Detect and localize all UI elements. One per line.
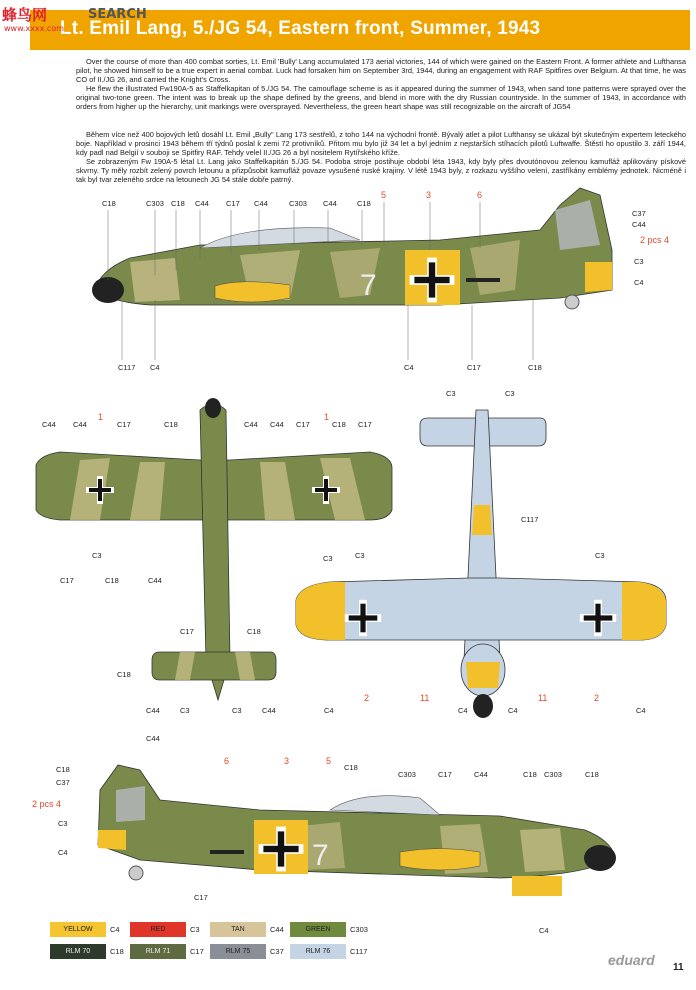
svg-text:C4: C4	[150, 363, 160, 372]
svg-text:C17: C17	[226, 199, 240, 208]
svg-text:C18: C18	[56, 765, 70, 774]
svg-text:C18: C18	[357, 199, 371, 208]
svg-text:C44: C44	[474, 770, 488, 779]
svg-text:C44: C44	[262, 706, 276, 715]
svg-text:C4: C4	[634, 278, 644, 287]
color-swatch: RLM 75	[210, 944, 266, 959]
svg-text:C18: C18	[171, 199, 185, 208]
svg-text:C4: C4	[458, 706, 468, 715]
svg-text:C303: C303	[398, 770, 416, 779]
svg-text:3: 3	[426, 190, 432, 200]
svg-text:2 pcs 4: 2 pcs 4	[640, 235, 670, 245]
page-number: 11	[673, 962, 684, 973]
svg-text:11: 11	[538, 693, 548, 703]
svg-text:C44: C44	[42, 420, 56, 429]
english-paragraph: He flew the illustrated Fw190A-5 as Staffelkapitan of 5./JG 54. The camouflage scheme is as it appeared during the summer of 1943, when sand tone patterns were sprayed over the original two-tone green. The intent was to break up the shape defined by the greens, and blend in more with the dry Russian countryside. In the summer of 1943, in accordance with orders from higher up the hierarchy, unit markings were oversprayed. Nevertheless, the green heart shape was still recognizable on the aircraft of JG54	[76, 84, 686, 111]
svg-text:C3: C3	[355, 551, 365, 560]
svg-text:1: 1	[98, 412, 104, 422]
svg-text:C18: C18	[117, 670, 131, 679]
svg-text:C44: C44	[146, 734, 160, 743]
aircraft-number-right: 7	[312, 839, 329, 872]
svg-text:C44: C44	[146, 706, 160, 715]
color-swatch: YELLOW	[50, 922, 106, 937]
svg-text:C44: C44	[244, 420, 258, 429]
watermark-site: www.xxxx.com	[4, 24, 65, 33]
svg-text:C18: C18	[247, 627, 261, 636]
svg-text:C3: C3	[323, 554, 333, 563]
svg-text:C18: C18	[332, 420, 346, 429]
aircraft-number: 7	[360, 269, 377, 302]
svg-text:C3: C3	[58, 819, 68, 828]
color-swatch: RLM 76	[290, 944, 346, 959]
svg-text:C18: C18	[164, 420, 178, 429]
english-paragraph: Over the course of more than 400 combat sorties, Lt. Emil 'Bully' Lang accumulated 173 aerial victories, 144 of which were gained on the Eastern Front. A former athlete and Lufthansa pilot, he showed himself to be a true expert in aerial combat. Luck had forsaken him on September 3rd, 1944, during an engagement with RAF Spitfires over Belgium. At that time, he was CO of II./JG 26, and carried the Knight's Cross.	[76, 57, 686, 84]
svg-text:C17: C17	[194, 893, 208, 902]
svg-text:C44: C44	[195, 199, 209, 208]
svg-text:C17: C17	[358, 420, 372, 429]
color-code: C37	[270, 947, 284, 956]
svg-text:2 pcs 4: 2 pcs 4	[32, 799, 62, 809]
color-code: C3	[190, 925, 200, 934]
color-swatch: RLM 71	[130, 944, 186, 959]
svg-text:C44: C44	[323, 199, 337, 208]
svg-text:C303: C303	[544, 770, 562, 779]
svg-text:C3: C3	[232, 706, 242, 715]
color-legend	[50, 922, 380, 968]
svg-text:2: 2	[364, 693, 370, 703]
svg-text:C3: C3	[595, 551, 605, 560]
color-swatch: RED	[130, 922, 186, 937]
svg-text:C117: C117	[118, 363, 136, 372]
brand-logo: eduard	[608, 952, 655, 968]
color-code: C117	[350, 947, 368, 956]
svg-text:C18: C18	[105, 576, 119, 585]
svg-text:5: 5	[326, 756, 332, 766]
svg-text:5: 5	[381, 190, 387, 200]
svg-text:C3: C3	[180, 706, 190, 715]
svg-text:C18: C18	[102, 199, 116, 208]
svg-text:1: 1	[324, 412, 330, 422]
color-code: C4	[110, 925, 120, 934]
svg-text:C3: C3	[634, 257, 644, 266]
svg-text:6: 6	[224, 756, 230, 766]
svg-text:C3: C3	[92, 551, 102, 560]
svg-text:C3: C3	[505, 389, 515, 398]
color-code: C44	[270, 925, 284, 934]
svg-text:C4: C4	[508, 706, 518, 715]
svg-text:C18: C18	[344, 763, 358, 772]
side-view-right	[98, 765, 616, 896]
svg-text:C4: C4	[636, 706, 646, 715]
svg-text:C17: C17	[180, 627, 194, 636]
color-code: C18	[110, 947, 124, 956]
svg-text:11: 11	[420, 693, 430, 703]
color-swatch: TAN	[210, 922, 266, 937]
svg-text:C37: C37	[632, 209, 646, 218]
svg-text:C17: C17	[467, 363, 481, 372]
svg-text:C18: C18	[523, 770, 537, 779]
svg-text:C44: C44	[254, 199, 268, 208]
svg-text:C18: C18	[585, 770, 599, 779]
side-view-left	[92, 188, 612, 309]
svg-text:C4: C4	[58, 848, 68, 857]
svg-text:C44: C44	[73, 420, 87, 429]
czech-paragraph: Se zobrazeným Fw 190A-5 létal Lt. Lang jako Staffelkapitán 5./JG 54. Podoba stroje postihuje období léta 1943, kdy byly přes dvoutónovou zelenou kamufláž aplikovány pískové skvrny. Ty měly rozbít zelený povrch letounu a přizpůsobit kamufláž povaze vysušené ruské krajiny. V létě 1943 byly, z rozkazu vyššího velení, zastříkány emblémy jednotek. Nicméně i tak byl tvar zeleného srdce na letounech JG 54 stále dobře patrný.	[76, 157, 686, 184]
svg-text:C17: C17	[60, 576, 74, 585]
svg-text:C44: C44	[270, 420, 284, 429]
svg-text:C17: C17	[438, 770, 452, 779]
svg-text:C44: C44	[632, 220, 646, 229]
svg-text:C44: C44	[148, 576, 162, 585]
svg-text:6: 6	[477, 190, 483, 200]
svg-text:C303: C303	[146, 199, 164, 208]
svg-text:C303: C303	[289, 199, 307, 208]
svg-text:C4: C4	[324, 706, 334, 715]
page-title: Lt. Emil Lang, 5./JG 54, Eastern front, Summer, 1943	[60, 18, 541, 39]
svg-text:C4: C4	[404, 363, 414, 372]
color-code: C17	[190, 947, 204, 956]
svg-text:C3: C3	[446, 389, 456, 398]
svg-text:C117: C117	[521, 515, 539, 524]
svg-text:C18: C18	[528, 363, 542, 372]
svg-text:C17: C17	[117, 420, 131, 429]
czech-paragraph: Během více než 400 bojových letů dosáhl Lt. Emil „Bully" Lang 173 sestřelů, z toho 144 na východní frontě. Bývalý atlet a pilot Lufthansy se ukázal být skutečným expertem leteckého boje. Například v prosinci 1943 během tří týdnů poslal k zemi 72 protivníků. Přitom mu bylo již 34 let a byl jedním z nejstarších stíhacích pilotů Luftwaffe. Štěstí ho opustilo 3. září 1944, kdy padl nad Belgií v souboji se Spitfiry RAF. Tehdy velel II./JG 26 a byl nositelem Rytířského kříže.	[76, 130, 686, 157]
svg-text:2: 2	[594, 693, 600, 703]
svg-text:C37: C37	[56, 778, 70, 787]
watermark-search: SEARCH	[88, 7, 147, 22]
watermark-logo: 蜂鸟网	[2, 6, 48, 24]
svg-text:C4: C4	[539, 926, 549, 935]
plan-view-top	[36, 398, 392, 700]
svg-text:C17: C17	[296, 420, 310, 429]
color-swatch: GREEN	[290, 922, 346, 937]
svg-text:3: 3	[284, 756, 290, 766]
color-code: C303	[350, 925, 368, 934]
color-swatch: RLM 70	[50, 944, 106, 959]
